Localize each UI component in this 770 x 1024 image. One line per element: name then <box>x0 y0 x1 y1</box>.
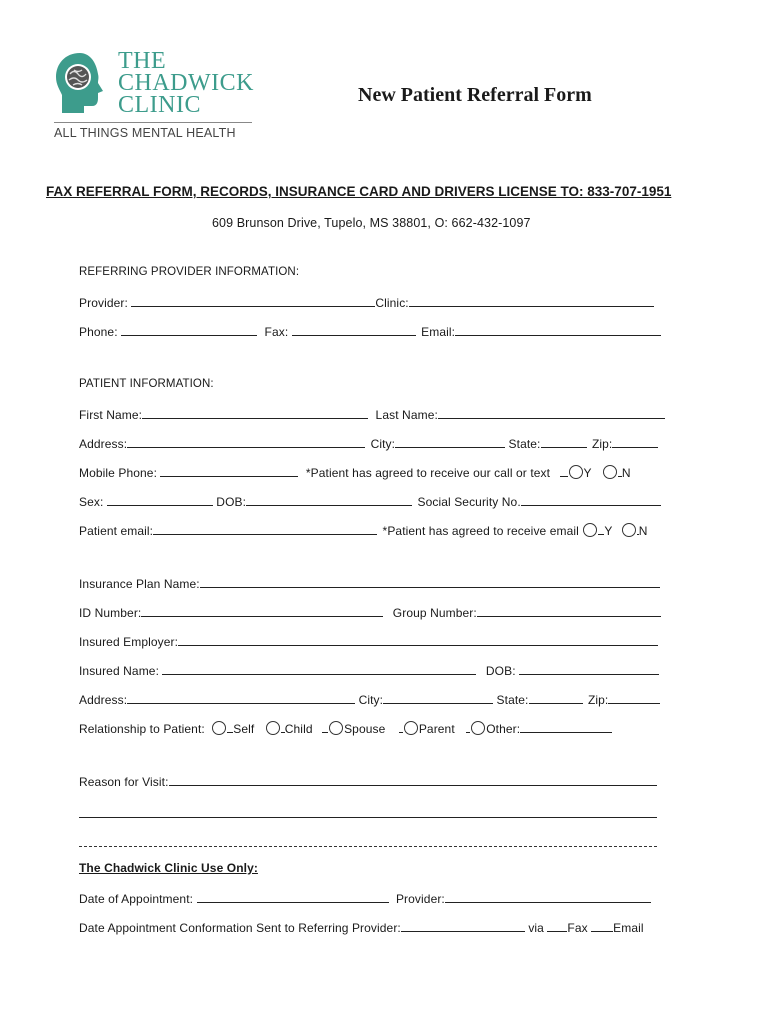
reason-field[interactable] <box>169 773 657 786</box>
appointment-row <box>79 890 651 906</box>
confirmation-label: Date Appointment Conformation Sent to Referring Provider: <box>79 921 401 935</box>
email-consent-yes-radio[interactable] <box>583 523 597 537</box>
group-number-field[interactable] <box>477 604 661 617</box>
email-consent-label: *Patient has agreed to receive email <box>382 524 579 538</box>
logo-line-2: CHADWICK <box>118 70 254 96</box>
via-label: via <box>528 921 544 935</box>
date-appointment-label: Date of Appointment: <box>79 892 194 906</box>
relationship-other-label: Other: <box>486 722 521 736</box>
sex-label: Sex: <box>79 495 104 509</box>
date-appointment-field[interactable] <box>197 890 389 903</box>
clinic-provider-label: Provider: <box>395 892 445 906</box>
insured-dob-label: DOB: <box>485 664 516 678</box>
relationship-other-radio[interactable] <box>471 721 485 735</box>
email-consent-no-radio[interactable] <box>622 523 636 537</box>
mobile-phone-field[interactable] <box>160 464 298 477</box>
email-consent-no-label: N <box>638 524 648 538</box>
last-name-label: Last Name: <box>375 408 438 422</box>
relationship-parent-radio[interactable] <box>404 721 418 735</box>
insurance-plan-field[interactable] <box>200 575 660 588</box>
dob-field[interactable] <box>246 493 412 506</box>
relationship-child-label: Child <box>284 722 313 736</box>
logo-divider <box>54 122 252 123</box>
state-label: State: <box>508 437 541 451</box>
insured-state-label: State: <box>496 693 529 707</box>
referring-heading: REFERRING PROVIDER INFORMATION: <box>79 266 300 278</box>
via-fax-check[interactable] <box>547 919 567 932</box>
call-consent-yes-blank <box>560 464 568 477</box>
referring-clinic-field[interactable] <box>409 294 654 307</box>
referring-contact-row <box>79 323 661 339</box>
insured-city-field[interactable] <box>383 691 493 704</box>
sex-dob-row <box>79 493 661 509</box>
insured-address-row <box>79 691 660 707</box>
referring-provider-row <box>79 294 654 310</box>
call-consent-no-radio[interactable] <box>603 465 617 479</box>
head-brain-icon <box>52 50 108 116</box>
reason-row <box>79 773 657 789</box>
insured-city-label: City: <box>358 693 384 707</box>
mobile-phone-row <box>79 464 631 480</box>
patient-name-row <box>79 406 665 422</box>
logo-line-3: CLINIC <box>118 92 201 118</box>
relationship-spouse-label: Spouse <box>344 722 386 736</box>
referring-phone-field[interactable] <box>121 323 257 336</box>
clinic-provider-field[interactable] <box>445 890 651 903</box>
insured-zip-label: Zip: <box>587 693 609 707</box>
call-consent-label: *Patient has agreed to receive our call or text <box>305 466 551 480</box>
insured-name-field[interactable] <box>162 662 476 675</box>
ssn-label: Social Security No. <box>417 495 521 509</box>
confirmation-row <box>79 919 644 935</box>
phone-label: Phone: <box>79 325 118 339</box>
fax-label: Fax: <box>264 325 289 339</box>
last-name-field[interactable] <box>438 406 665 419</box>
sex-field[interactable] <box>107 493 213 506</box>
insured-state-field[interactable] <box>529 691 583 704</box>
id-number-field[interactable] <box>141 604 383 617</box>
logo-tagline: ALL THINGS MENTAL HEALTH <box>54 126 236 140</box>
relationship-spouse-radio[interactable] <box>329 721 343 735</box>
insured-address-field[interactable] <box>127 691 355 704</box>
relationship-other-field[interactable] <box>520 720 612 733</box>
patient-address-row <box>79 435 658 451</box>
insurance-plan-row <box>79 575 660 591</box>
insurance-plan-label: Insurance Plan Name: <box>79 577 200 591</box>
call-consent-no-label: N <box>621 466 631 480</box>
via-email-check[interactable] <box>591 919 613 932</box>
ssn-field[interactable] <box>521 493 661 506</box>
call-consent-yes-radio[interactable] <box>569 465 583 479</box>
fax-heading: FAX REFERRAL FORM, RECORDS, INSURANCE CARD AND DRIVERS LICENSE TO: 833-707-1951 <box>46 184 672 199</box>
patient-email-label: Patient email: <box>79 524 154 538</box>
patient-email-row <box>79 522 647 538</box>
email-label: Email: <box>421 325 456 339</box>
insured-dob-field[interactable] <box>519 662 659 675</box>
email-consent-yes-label: Y <box>604 524 613 538</box>
insured-address-label: Address: <box>79 693 128 707</box>
reason-label: Reason for Visit: <box>79 775 169 789</box>
insured-employer-field[interactable] <box>178 633 658 646</box>
relationship-self-radio[interactable] <box>212 721 226 735</box>
confirmation-date-field[interactable] <box>401 919 525 932</box>
referring-provider-field[interactable] <box>131 294 375 307</box>
patient-email-field[interactable] <box>153 522 377 535</box>
parent-blank-left <box>399 720 403 733</box>
clinic-label: Clinic: <box>375 296 409 310</box>
insured-name-label: Insured Name: <box>79 664 160 678</box>
patient-state-field[interactable] <box>541 435 587 448</box>
dob-label: DOB: <box>216 495 247 509</box>
id-number-row <box>79 604 661 620</box>
clinic-address: 609 Brunson Drive, Tupelo, MS 38801, O: 662-432-1097 <box>212 216 531 230</box>
insured-employer-row <box>79 633 658 649</box>
relationship-self-label: Self <box>233 722 255 736</box>
call-consent-yes-label: Y <box>583 466 592 480</box>
first-name-field[interactable] <box>142 406 368 419</box>
patient-heading: PATIENT INFORMATION: <box>79 378 214 390</box>
relationship-label: Relationship to Patient: <box>79 722 205 736</box>
insured-employer-label: Insured Employer: <box>79 635 179 649</box>
id-number-label: ID Number: <box>79 606 142 620</box>
reason-field-line-3[interactable] <box>79 834 657 847</box>
reason-field-line-2[interactable] <box>79 805 657 818</box>
patient-city-field[interactable] <box>395 435 505 448</box>
insured-zip-field[interactable] <box>608 691 660 704</box>
spouse-blank-left <box>322 720 328 733</box>
insured-name-row <box>79 662 659 678</box>
city-label: City: <box>370 437 396 451</box>
relationship-parent-label: Parent <box>418 722 455 736</box>
patient-address-field[interactable] <box>127 435 365 448</box>
relationship-row <box>79 720 612 736</box>
group-number-label: Group Number: <box>392 606 477 620</box>
logo-line-1: THE <box>118 48 167 74</box>
via-email-label: Email <box>613 921 644 935</box>
page-title: New Patient Referral Form <box>358 84 592 106</box>
referring-fax-field[interactable] <box>292 323 416 336</box>
via-fax-label: Fax <box>567 921 588 935</box>
mobile-phone-label: Mobile Phone: <box>79 466 158 480</box>
provider-label: Provider: <box>79 296 128 310</box>
clinic-logo <box>50 48 255 143</box>
first-name-label: First Name: <box>79 408 143 422</box>
zip-label: Zip: <box>591 437 613 451</box>
patient-zip-field[interactable] <box>612 435 658 448</box>
referring-email-field[interactable] <box>455 323 661 336</box>
address-label: Address: <box>79 437 128 451</box>
clinic-use-heading: The Chadwick Clinic Use Only: <box>79 861 258 875</box>
relationship-child-radio[interactable] <box>266 721 280 735</box>
other-blank-left <box>466 720 470 733</box>
